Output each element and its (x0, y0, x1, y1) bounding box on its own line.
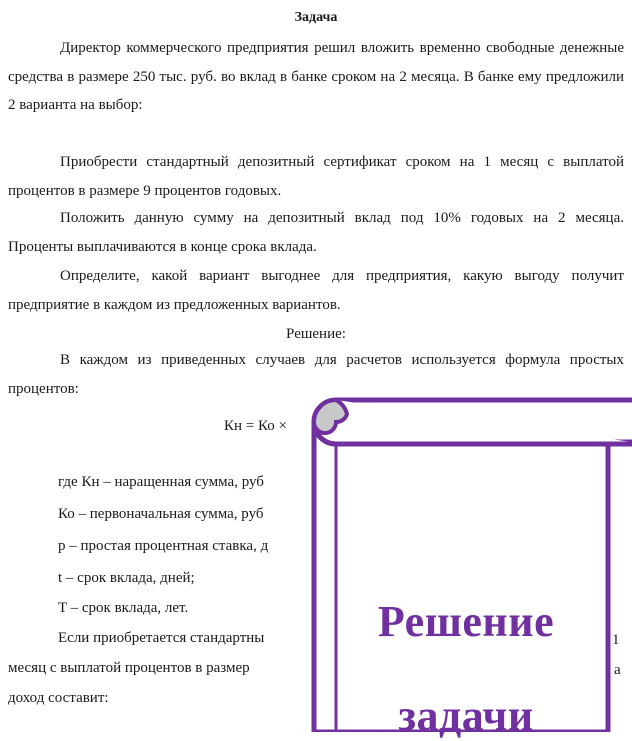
clipped-char-1: 1 (612, 632, 620, 648)
solution-heading: Решение: (286, 326, 346, 342)
formula (224, 412, 287, 440)
solution-paragraph-2-line-3: доход составит: (8, 690, 109, 706)
banner-title-line-1: Решение (377, 597, 555, 646)
clipped-char-a: а (614, 662, 621, 678)
task-paragraph-4: Определите, какой вариант выгоднее для предприятия, какую выгоду получит предприятие в каждом из предложенных вариантов. (8, 268, 624, 313)
scroll-banner (306, 392, 632, 732)
task-paragraph-1: Директор коммерческого предприятия решил вложить временно свободные денежные средства в размере 250 тыс. руб. во вклад в банке сроком на 2 месяца. В банке ему предложили 2 варианта на выбор: (8, 40, 624, 113)
scroll-shape-icon (306, 392, 632, 732)
definition-ko: Ко – первоначальная сумма, руб (58, 506, 264, 522)
task-title: Задача (294, 10, 338, 25)
definition-T: T – срок вклада, лет. (58, 600, 189, 616)
definition-p: p – простая процентная ставка, д (58, 538, 269, 554)
formula-text: Кн = Ко × (224, 418, 287, 434)
solution-paragraph-1: В каждом из приведенных случаев для расчетов используется формула простых процентов: (8, 352, 624, 397)
solution-paragraph-2-line-1: Если приобретается стандартны (58, 630, 265, 646)
banner-title-line-2: задачи (398, 691, 534, 740)
task-paragraph-2: Приобрести стандартный депозитный сертификат сроком на 1 месяц с выплатой процентов в размере 9 процентов годовых. (8, 154, 624, 199)
definition-kn: где Кн – наращенная сумма, руб (58, 474, 264, 490)
solution-paragraph-2-line-2: месяц с выплатой процентов в размер (8, 660, 250, 676)
definition-t: t – срок вклада, дней; (58, 570, 195, 586)
task-paragraph-3: Положить данную сумму на депозитный вклад под 10% годовых на 2 месяца. Проценты выплачиваются в конце срока вклада. (8, 210, 624, 255)
